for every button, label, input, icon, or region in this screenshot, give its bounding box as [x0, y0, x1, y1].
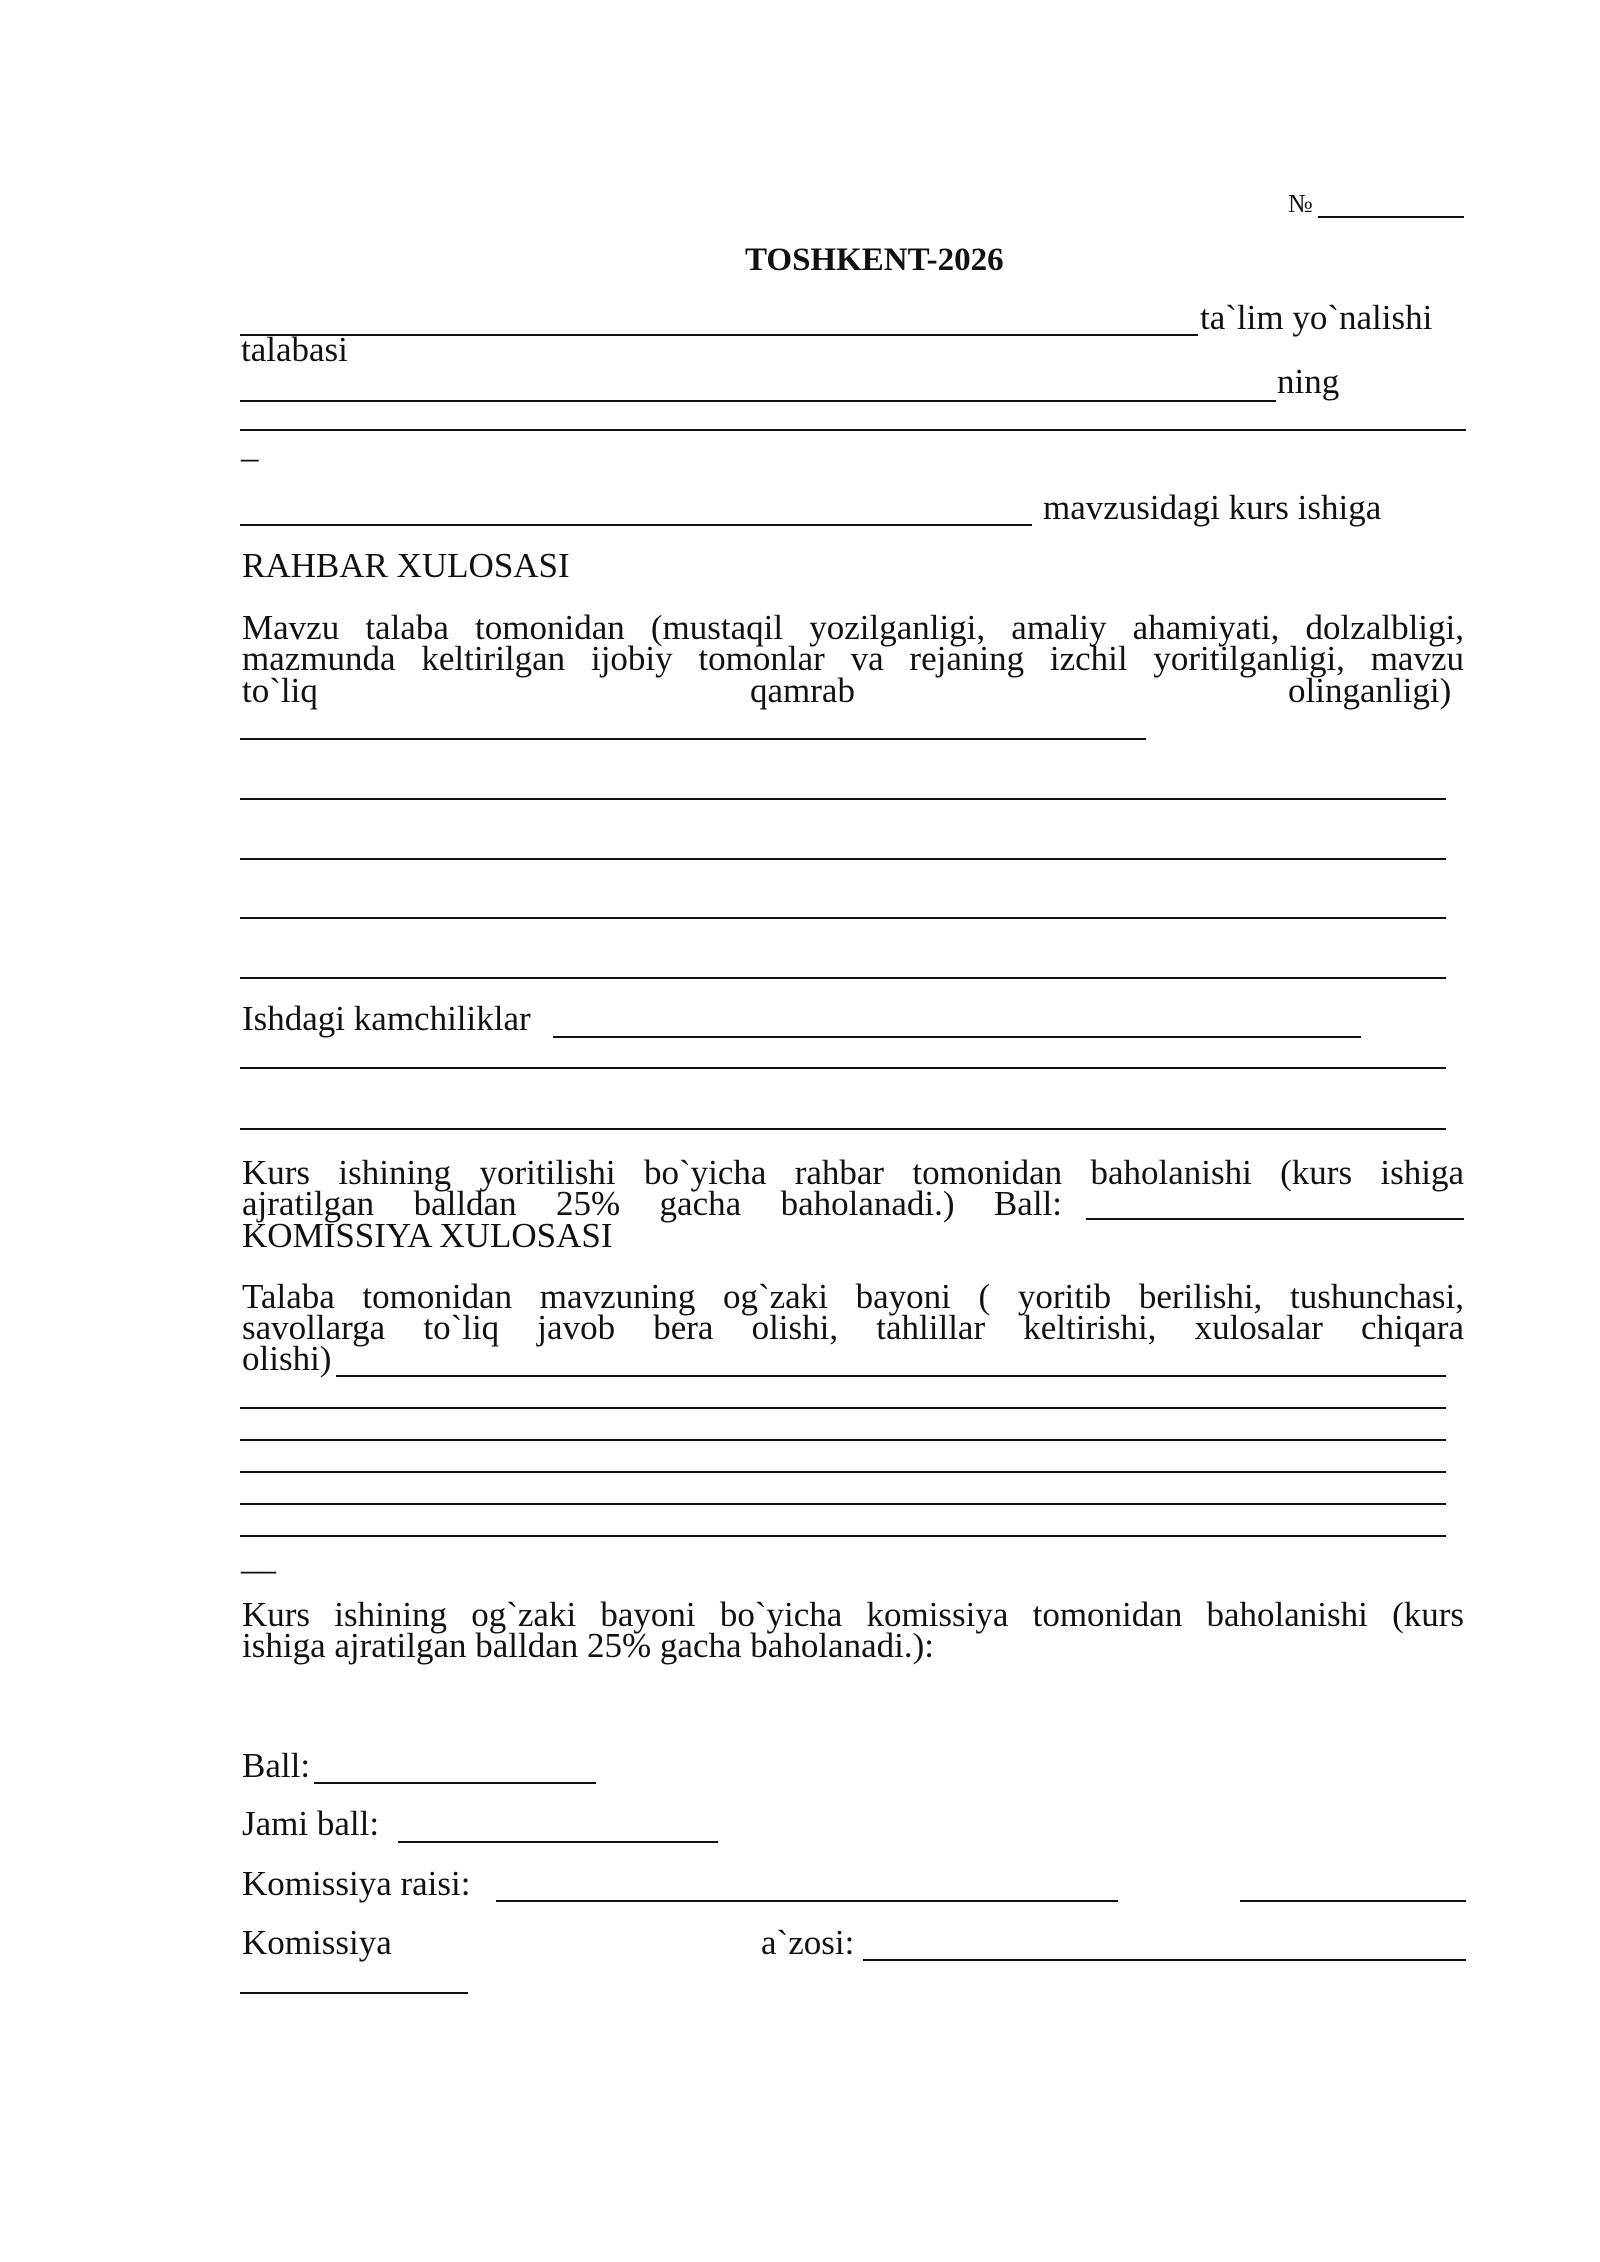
commission-member-label-a: Komissiya: [242, 1923, 392, 1962]
dash-mark: _: [241, 426, 259, 465]
topic-blank-2[interactable]: [240, 524, 1032, 526]
total-ball-label: Jami ball:: [242, 1804, 380, 1843]
supervisor-intro-line-2: mazmunda keltirilgan ijobiy tomonlar va rejaning izchil yoritilganligi, mavzu: [242, 639, 1464, 678]
supervisor-blank-1[interactable]: [240, 738, 1146, 740]
shortcomings-blank-1[interactable]: [553, 1036, 1361, 1038]
supervisor-intro-line-3c: olinganligi): [1288, 671, 1452, 710]
supervisor-blank-2[interactable]: [240, 798, 1446, 800]
topic-blank-1[interactable]: [240, 429, 1466, 431]
commission-blank-5[interactable]: [240, 1503, 1446, 1505]
document-number-blank[interactable]: [1318, 216, 1464, 218]
commission-chair-label: Komissiya raisi:: [242, 1864, 471, 1903]
commission-chair-signature-blank[interactable]: [1240, 1900, 1466, 1902]
student-label: talabasi: [241, 330, 348, 369]
supervisor-intro-line-3a: to`liq: [242, 671, 318, 710]
direction-suffix: ta`lim yo`nalishi: [1200, 298, 1433, 337]
commission-blank-4[interactable]: [240, 1471, 1446, 1473]
supervisor-blank-4[interactable]: [240, 917, 1446, 919]
supervisor-intro-line-1: Mavzu talaba tomonidan (mustaqil yozilganligi, amaliy ahamiyati, dolzalbligi,: [242, 608, 1464, 647]
commission-blank-3[interactable]: [240, 1439, 1446, 1441]
supervisor-blank-5[interactable]: [240, 977, 1446, 979]
commission-member-signature-blank[interactable]: [240, 1992, 468, 1994]
ball-blank[interactable]: [314, 1782, 596, 1784]
supervisor-ball-blank[interactable]: [1086, 1218, 1464, 1220]
commission-intro-line-2: savollarga to`liq javob bera olishi, tahlillar keltirishi, xulosalar chiqara: [242, 1308, 1464, 1347]
student-name-blank[interactable]: [240, 400, 1276, 402]
supervisor-grading-line-1: Kurs ishining yoritilishi bo`yicha rahbar tomonidan baholanishi (kurs ishiga: [242, 1153, 1464, 1192]
commission-intro-line-3: olishi): [242, 1339, 332, 1378]
shortcomings-blank-2[interactable]: [240, 1067, 1446, 1069]
commission-member-name-blank[interactable]: [863, 1959, 1466, 1961]
commission-grading-line-2: ishiga ajratilgan balldan 25% gacha baholanadi.):: [242, 1626, 934, 1665]
commission-member-label-b: a`zosi:: [761, 1923, 855, 1962]
commission-dash-mark: __: [241, 1538, 276, 1577]
commission-blank-1[interactable]: [336, 1375, 1446, 1377]
supervisor-blank-3[interactable]: [240, 858, 1446, 860]
supervisor-intro-line-3b: qamrab: [750, 671, 855, 710]
commission-blank-6[interactable]: [240, 1535, 1446, 1537]
supervisor-grading-line-2: ajratilgan balldan 25% gacha baholanadi.) Ball:: [242, 1184, 1062, 1223]
ning-suffix: ning: [1277, 362, 1340, 401]
commission-grading-line-1: Kurs ishining og`zaki bayoni bo`yicha komissiya tomonidan baholanishi (kurs: [242, 1595, 1464, 1634]
document-number-label: №: [1288, 189, 1313, 218]
topic-suffix: mavzusidagi kurs ishiga: [1043, 488, 1382, 527]
supervisor-heading: RAHBAR XULOSASI: [242, 546, 570, 585]
ball-label: Ball:: [242, 1746, 311, 1785]
commission-intro-line-1: Talaba tomonidan mavzuning og`zaki bayoni ( yoritib berilishi, tushunchasi,: [242, 1277, 1464, 1316]
commission-blank-2[interactable]: [240, 1407, 1446, 1409]
commission-chair-name-blank[interactable]: [496, 1900, 1118, 1902]
total-ball-blank[interactable]: [398, 1841, 718, 1843]
commission-heading: KOMISSIYA XULOSASI: [242, 1216, 613, 1255]
direction-blank[interactable]: [240, 334, 1198, 336]
city-year-title: TOSHKENT-2026: [745, 242, 1004, 278]
shortcomings-label: Ishdagi kamchiliklar: [242, 999, 531, 1038]
shortcomings-blank-3[interactable]: [240, 1128, 1446, 1130]
